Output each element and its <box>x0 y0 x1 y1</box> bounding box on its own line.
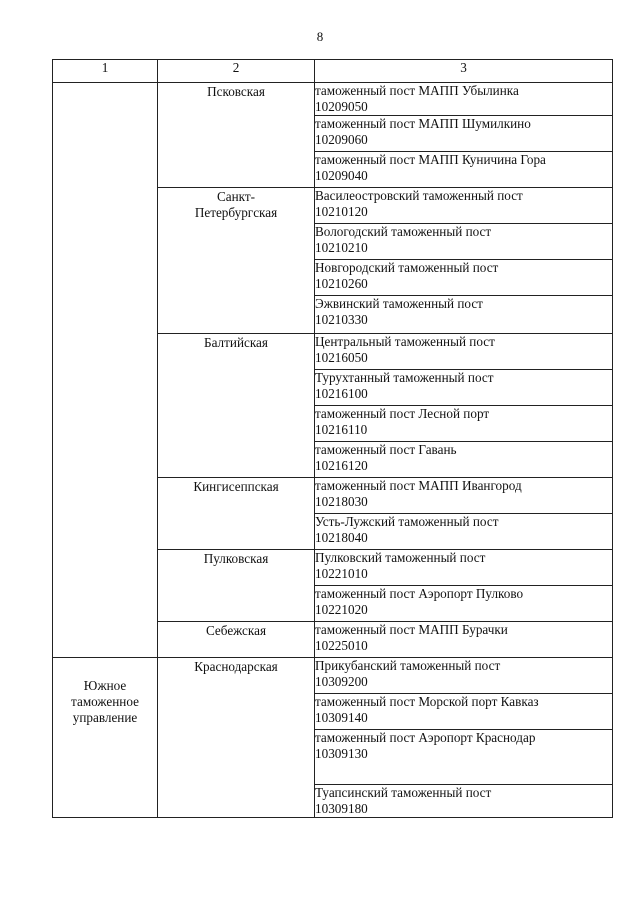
post-cell <box>315 550 613 586</box>
post-code: 10225010 <box>315 638 368 653</box>
post-name: таможенный пост Аэропорт Пулково <box>315 586 524 601</box>
post-cell <box>315 406 613 442</box>
post-code: 10216050 <box>315 350 368 365</box>
post-code: 10209060 <box>315 132 368 147</box>
header-col-1: 1 <box>53 60 158 83</box>
header-col-2: 2 <box>158 60 315 83</box>
post-code: 10221020 <box>315 602 368 617</box>
table-row <box>53 658 613 694</box>
post-name: Эжвинский таможенный пост <box>315 296 483 311</box>
header-col-3: 3 <box>315 60 613 83</box>
post-name: Василеостровский таможенный пост <box>315 188 523 203</box>
post-cell <box>315 83 613 116</box>
post-cell <box>315 658 613 694</box>
post-cell <box>315 370 613 406</box>
post-code: 10210330 <box>315 312 368 327</box>
post-cell <box>315 694 613 730</box>
post-cell <box>315 730 613 785</box>
post-code: 10309180 <box>315 801 368 816</box>
group-name: Южное таможенное управление <box>71 678 139 725</box>
group-cell <box>53 658 158 818</box>
post-name: таможенный пост Лесной порт <box>315 406 490 421</box>
region-name: Себежская <box>205 623 267 638</box>
region-cell <box>158 622 315 658</box>
post-name: таможенный пост МАПП Бурачки <box>315 622 508 637</box>
post-cell <box>315 785 613 818</box>
post-cell <box>315 334 613 370</box>
post-code: 10216120 <box>315 458 368 473</box>
post-code: 10209050 <box>315 99 368 114</box>
region-cell <box>158 188 315 334</box>
table-body <box>53 60 613 818</box>
post-name: Пулковский таможенный пост <box>315 550 486 565</box>
post-code: 10309200 <box>315 674 368 689</box>
post-cell <box>315 478 613 514</box>
post-code: 10309140 <box>315 710 368 725</box>
post-name: Турухтанный таможенный пост <box>315 370 494 385</box>
post-name: Усть-Лужский таможенный пост <box>315 514 499 529</box>
post-name: Туапсинский таможенный пост <box>315 785 492 800</box>
post-cell <box>315 152 613 188</box>
post-cell <box>315 260 613 296</box>
post-code: 10218040 <box>315 530 368 545</box>
region-name: Кингисеппская <box>193 479 279 494</box>
page-number: 8 <box>316 29 324 44</box>
post-code: 10221010 <box>315 566 368 581</box>
post-name: Центральный таможенный пост <box>315 334 495 349</box>
post-cell <box>315 622 613 658</box>
post-code: 10216100 <box>315 386 368 401</box>
post-code: 10216110 <box>315 422 368 437</box>
table-row <box>53 83 613 116</box>
region-name: Краснодарская <box>194 659 278 674</box>
post-cell <box>315 188 613 224</box>
post-cell <box>315 296 613 334</box>
post-name: таможенный пост МАПП Куничина Гора <box>315 152 546 167</box>
post-cell <box>315 224 613 260</box>
post-name: таможенный пост Аэропорт Краснодар <box>315 730 536 745</box>
post-code: 10218030 <box>315 494 368 509</box>
region-cell <box>158 334 315 478</box>
post-code: 10210210 <box>315 240 368 255</box>
post-name: таможенный пост Морской порт Кавказ <box>315 694 539 709</box>
group-cell <box>53 83 158 658</box>
header-row <box>53 60 613 83</box>
region-name: Псковская <box>207 84 265 99</box>
region-cell <box>158 478 315 550</box>
post-code: 10210120 <box>315 204 368 219</box>
region-name: Санкт- Петербургская <box>194 189 278 220</box>
post-name: Новгородский таможенный пост <box>315 260 499 275</box>
post-cell <box>315 586 613 622</box>
post-name: Вологодский таможенный пост <box>315 224 492 239</box>
post-code: 10309130 <box>315 746 368 761</box>
region-cell <box>158 83 315 188</box>
post-code: 10209040 <box>315 168 368 183</box>
region-cell <box>158 658 315 818</box>
post-name: таможенный пост МАПП Убылинка <box>315 83 519 98</box>
region-name: Пулковская <box>203 551 269 566</box>
post-cell <box>315 514 613 550</box>
post-name: таможенный пост МАПП Шумилкино <box>315 116 531 131</box>
region-cell <box>158 550 315 622</box>
post-code: 10210260 <box>315 276 368 291</box>
post-name: Прикубанский таможенный пост <box>315 658 501 673</box>
post-name: таможенный пост МАПП Ивангород <box>315 478 522 493</box>
region-name: Балтийская <box>204 335 268 350</box>
post-cell <box>315 116 613 152</box>
post-cell <box>315 442 613 478</box>
group-name <box>53 83 157 103</box>
customs-posts-table <box>52 59 613 818</box>
post-name: таможенный пост Гавань <box>315 442 457 457</box>
